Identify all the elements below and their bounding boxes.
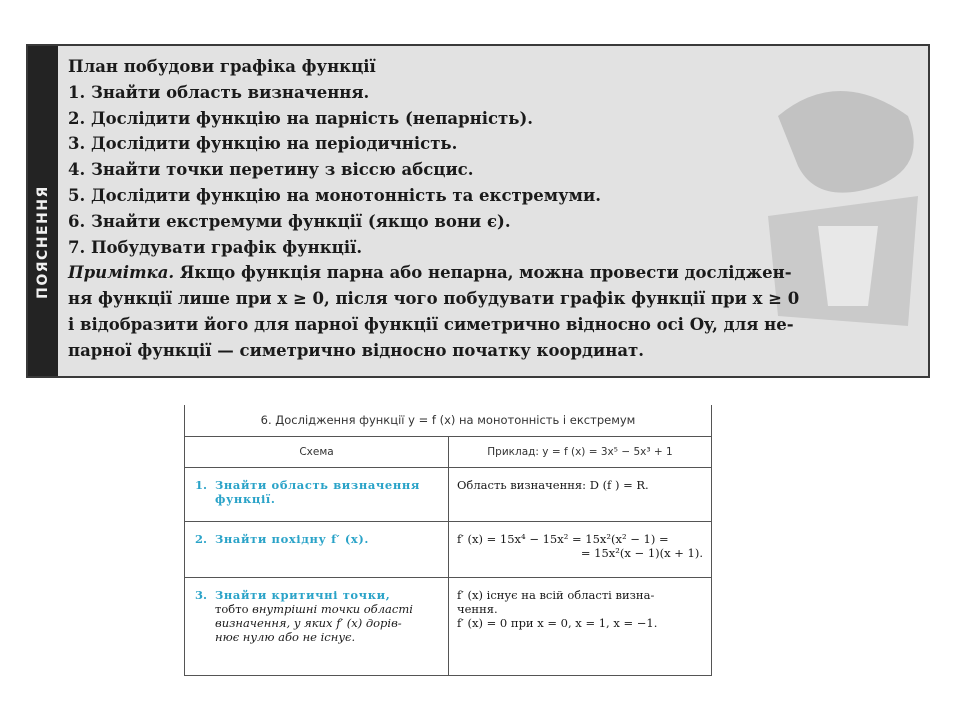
table-row	[185, 521, 712, 577]
plan-step: 4. Знайти точки перетину з віссю абсцис.	[68, 160, 474, 180]
note-line: парної функції — симетрично відносно початку координат.	[68, 340, 644, 360]
note-line: ня функції лише при x ≥ 0, після чого побудувати графік функції при x ≥ 0	[68, 289, 800, 309]
step-number: 3.	[195, 587, 208, 602]
step-description: нює нулю або не існує.	[215, 629, 356, 644]
example-cell	[449, 521, 712, 577]
step-number: 1.	[195, 477, 208, 492]
explanation-panel	[26, 44, 930, 378]
column-header-example: Приклад: y = f (x) = 3x⁵ − 5x³ + 1	[449, 436, 712, 467]
example-line: f′ (x) = 0 при x = 0, x = 1, x = −1.	[457, 615, 658, 630]
step-text-continued: функції.	[215, 491, 276, 506]
example-line: f′ (x) = 15x⁴ − 15x² = 15x²(x² − 1) =	[457, 531, 669, 546]
table-row	[185, 467, 712, 521]
column-header-scheme: Схема	[185, 436, 449, 467]
note-line	[68, 260, 918, 286]
example-text: Область визначення: D (f ) = R.	[457, 477, 649, 492]
table-header-row	[185, 405, 712, 436]
side-tab	[28, 46, 58, 376]
column-header-row	[185, 436, 712, 467]
example-line: чення.	[457, 601, 498, 616]
step-description	[195, 602, 442, 616]
plan-step: 2. Дослідити функцію на парність (непарність).	[68, 108, 534, 128]
description-italic: внутрішні точки області	[252, 601, 413, 616]
monotonicity-table	[184, 405, 712, 676]
example-cell	[449, 467, 712, 521]
scheme-cell	[185, 577, 449, 675]
step-number: 2.	[195, 531, 208, 546]
scheme-cell	[185, 521, 449, 577]
note-text: Якщо функція парна або непарна, можна провести досліджен-	[174, 263, 792, 283]
plan-title: План побудови графіка функції	[68, 57, 376, 76]
step-text: Знайти критичні точки,	[215, 587, 391, 602]
note-label: Примітка.	[68, 263, 175, 283]
table-header: 6. Дослідження функції y = f (x) на монотонність і екстремум	[185, 405, 712, 436]
example-cell	[449, 577, 712, 675]
plan-step: 6. Знайти екстремуми функції (якщо вони є).	[68, 211, 511, 231]
step-text: Знайти похідну f′ (x).	[215, 531, 370, 546]
scheme-cell	[185, 467, 449, 521]
panel-body	[68, 54, 918, 364]
table-row	[185, 577, 712, 675]
description-plain: тобто	[215, 601, 253, 616]
plan-step: 3. Дослідити функцію на періодичність.	[68, 134, 458, 154]
step-text: Знайти область визначення	[215, 477, 420, 492]
note-line: і відобразити його для парної функції симетрично відносно осі Oy, для не-	[68, 314, 794, 334]
step-description: визначення, у яких f′ (x) дорів-	[215, 615, 402, 630]
plan-step: 1. Знайти область визначення.	[68, 82, 370, 102]
example-line: f′ (x) існує на всій області визна-	[457, 587, 655, 602]
plan-step: 5. Дослідити функцію на монотонність та екстремуми.	[68, 185, 601, 205]
side-label: ПОЯСНЕННЯ	[35, 185, 51, 299]
plan-step: 7. Побудувати графік функції.	[68, 237, 363, 257]
example-line: = 15x²(x − 1)(x + 1).	[580, 545, 703, 560]
